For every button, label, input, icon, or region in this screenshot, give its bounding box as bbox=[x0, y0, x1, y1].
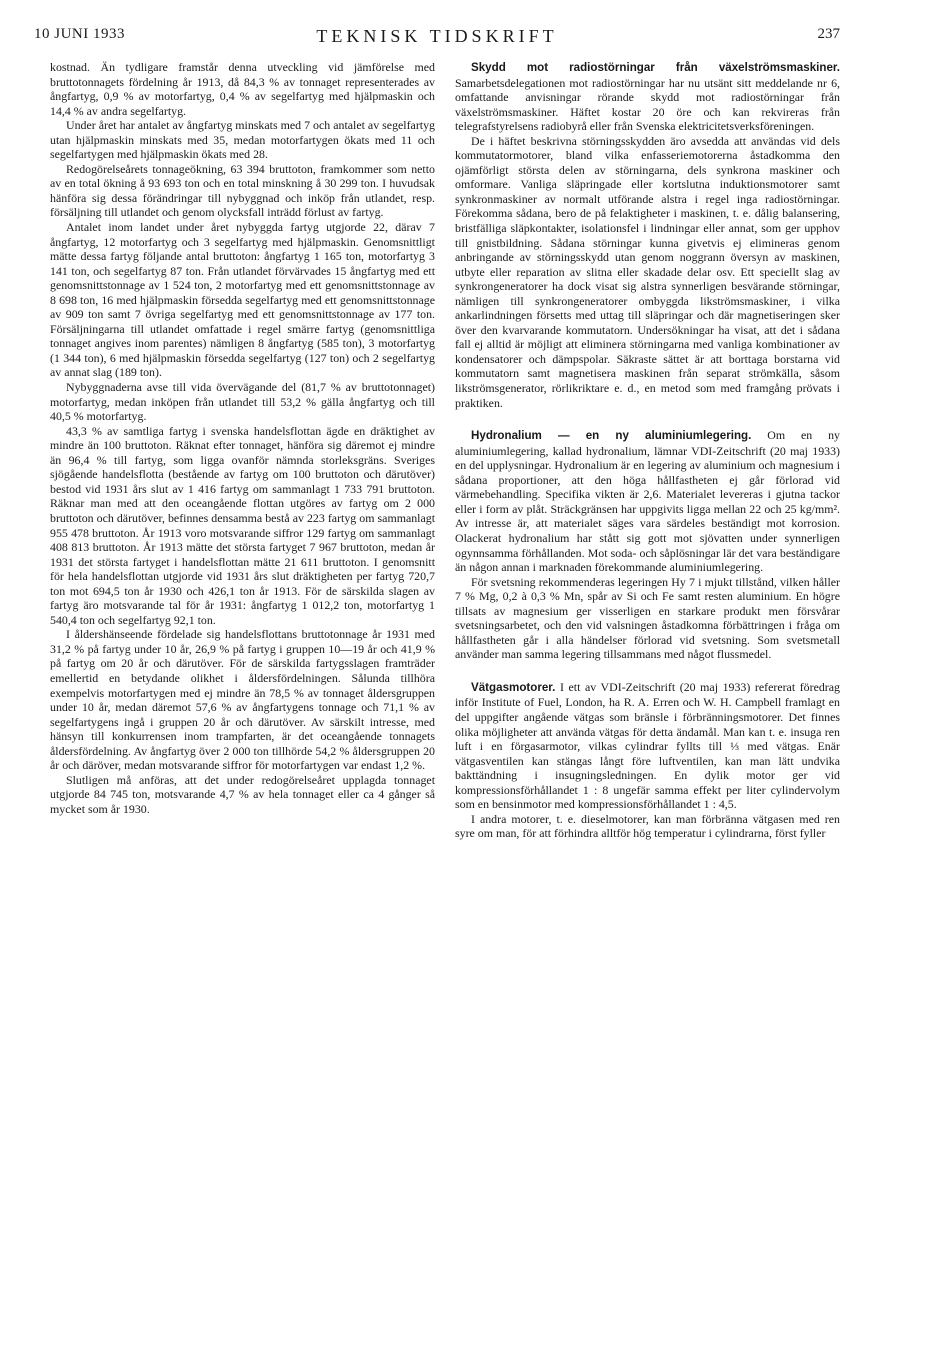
issue-date: 10 JUNI 1933 bbox=[34, 26, 125, 42]
paragraph: Slutligen må anföras, att det under redogörelseåret upplagda tonnaget utgjorde 84 745 ton, motsvarande 4,7 % av hela tonnaget eller ca 4 gånger så mycket som år 1930. bbox=[50, 772, 435, 816]
paragraph: För svetsning rekommenderas legeringen Hy 7 i mjukt tillstånd, vilken håller 7 % Mg, 0,2 à 0,3 % Mn, spår av Si och Fe samt resten aluminium. En högre tillsats av magnesium ger visserligen en starkare produkt men försvårar svetsningsarbetet, och den vid valsningen åstadkomna förbättringen i fråga om hållfastheten går i alla händelser förlorad vid svetsning. Som svetsmetall använder man samma legering tillsammans med något flussmedel. bbox=[455, 574, 840, 662]
paragraph: 43,3 % av samtliga fartyg i svenska handelsflottan ägde en dräktighet av mindre än 100 bruttoton. Räknat efter tonnaget, hänföra sig däremot ej mindre än 96,4 % till fartyg, som ligga ovanför nämnda storleksgräns. Sveriges sjögående handelsflotta (bestående av fartyg om 100 bruttoton och därutöver) bestod vid 1931 års slut av 1 416 fartyg om sammanlagt 1 733 791 bruttoton. Räknar man med att den oceangående flottan utgöres av fartyg om 2 000 bruttoton och därutöver, befinnes densamma bestå av 223 fartyg om sammanlagt 955 478 bruttoton. År 1913 voro motsvarande siffror 129 fartyg om sammanlagt 408 813 bruttoton. År 1913 mätte det största fartyget 7 967 bruttoton, medan år 1931 det största fartyget i handelsflottan mätte 21 611 bruttoton. I genomsnitt för hela handelsflottan utgjorde vid 1931 års slut dräktigheten per fartyg 720,7 ton mot 694,5 ton år 1930 och 426,1 ton år 1913. För de särskilda slagen av fartyg äro motsvarande tal för år 1931: ångfartyg 1 012,2 ton, motorfartyg 1 540,4 ton och segelfartyg 92,1 ton. bbox=[50, 423, 435, 627]
section-hydronalium bbox=[455, 428, 840, 574]
section-radio-interference bbox=[455, 60, 840, 134]
paragraph: I andra motorer, t. e. dieselmotorer, kan man förbränna vätgasen med ren syre om man, för att förhindra alltför hög temperatur i cylindrarna, först fyller bbox=[455, 811, 840, 841]
paragraph: I åldershänseende fördelade sig handelsflottans bruttotonnage år 1931 med 31,2 % på fartyg under 10 år, 26,9 % på fartyg i gruppen 10—19 år och 41,9 % på fartyg om 20 år och därutöver. För de särskilda fartygsslagen framträder emellertid en betydande olikhet i åldersfördelningen. Sålunda tillhöra exempelvis motorfartygen med ej mindre än 78,5 % av tonnaget åldersgruppen under 10 år, medan däremot 57,6 % av ångfartygens tonnage och 71,1 % av segelfartygens ingå i gruppen 20 år och därutöver. Av särskilt intresse, med hänsyn till konkurrensen inom trampfarten, är det oceangående tonnagets åldersfördelning. Av ångfartyg över 2 000 ton tillhörde 54,2 % åldersgruppen 20 år och däröver, medan motsvarande siffror för motorfartygen var endast 1,2 %. bbox=[50, 627, 435, 773]
section-heading: Hydronalium — en ny aluminiumlegering. bbox=[471, 429, 752, 443]
page-number: 237 bbox=[817, 26, 840, 42]
section-hydrogen-engines bbox=[455, 680, 840, 812]
left-column bbox=[50, 60, 435, 816]
paragraph: Antalet inom landet under året nybyggda fartyg utgjorde 22, därav 7 ångfartyg, 12 motorfartyg och 3 segelfartyg med hjälpmaskin. Genomsnittligt mätte dessa fartyg följande antal bruttoton: ångfartyg 1 165 ton, motorfartyg 3 141 ton, och segelfartyg 87 ton. Från utlandet förvärvades 15 ångfartyg med ett genomsnittstonnage av 1 524 ton, 2 motorfartyg med ett genomsnittstonnage av 8 698 ton, 16 med hjälpmaskin försedda segelfartyg med ett genomsnittstonnage av 909 ton samt 7 övriga segelfartyg med ett genomsnittstonnage av 177 ton. Försäljningarna till utlandet omfattade i regel smärre fartyg (genomsnittliga tonnaget angives inom parentes) nämligen 8 ångfartyg (585 ton), 3 motorfartyg (1 344 ton), 6 med hjälpmaskin försedda segelfartyg (127 ton) och 2 segelfartyg av annat slag (189 ton). bbox=[50, 220, 435, 380]
section-lead: Om en ny aluminiumlegering, kallad hydronalium, lämnar VDI-Zeitschrift (20 maj 1933) en del upplysningar. Hydronalium är en legering av aluminium och magnesium i sådana proportioner, att den höga hållfastheten ej går förlorad vid värmebehandling. Specifika vikten är 2,6. Materialet levereras i gjutna tackor eller i form av plåt. Sträckgränsen har uppgivits ligga mellan 22 och 25 kg/mm². Av intresse är, att materialet säges vara särdeles beständigt mot korrosion. Olackerat hydronalium har stått sig gott mot sjövatten under synnerligen ogynnsamma förhållanden. Mot soda- och såplösningar lär det vara beständigare än någon annan i marknaden förekommande aluminiumlegering. bbox=[455, 428, 840, 575]
right-column bbox=[455, 60, 840, 841]
paragraph: De i häftet beskrivna störningsskydden äro avsedda att användas vid dels kommutatormotorer, bland vilka enfasseriemotorerna åstadkomma den ojämförligt största delen av störningarna, dels synkrona maskiner och omformare. Vanliga släpringade eller kortslutna induktionsmotorer samt synkronmaskiner av normalt utförande alstra i regel inga radiostörningar. Förekomma sådana, bero de på felaktigheter i maskinen, t. e. dålig balansering, bristfälliga släpkontakter, isolationsfel i lindningar eller annat, som ger upphov till gnistbildning. Sådana störningar kunna givetvis ej elimineras genom anbringande av störningsskydd utan genom noggrann översyn av maskinen, utbyte eller reparation av slitna eller skadade delar osv. Ett speciellt slag av synkrongeneratorer ha dock visat sig alstra synnerligen besvärande störningar, nämligen till synkrongeneratorer ombyggda likströmsmaskiner, i vilka ankarlindningen försetts med uttag till släpringar och där magnetiseringen sker över den kvarvarande kommutatorn. Undersökningar ha visat, att det i sådana fall ej alltid är möjligt att eliminera störningarna med vanliga kombinationer av kondensatorer och dämpspolar. Säkraste sättet är att borttaga borstarna vid kommutatorn samt magnetisera maskinen från separat strömkälla, såsom likströmsgenerator, rörlikriktare e. d., en metod som med framgång prövats i praktiken. bbox=[455, 133, 840, 410]
section-lead: I ett av VDI-Zeitschrift (20 maj 1933) refererat föredrag inför Institute of Fuel, London, ha R. A. Erren och W. H. Campbell framlagt en del uppgifter angående vätgas som bränsle i förbränningsmotorer. Det finnes olika möjligheter att använda vätgas för detta ändamål. Man kan t. e. insuga ren luft i en förgasarmotor, vilkas cylindrar fyllts till ⅓ med vätgas. Enär vätgasventilen kan stängas långt före luftventilen, kan man lätt undvika bakttändning i insugningsledningen. En dylik motor ger vid kompressionsförhållandet 1 : 8 ungefär samma effekt per liter cylindervolym som en bensinmotor med kompressionsförhållandet 1 : 4,5. bbox=[455, 679, 840, 812]
paragraph: Redogörelseårets tonnageökning, 63 394 bruttoton, framkommer som netto av en total ökning å 93 693 ton och en total minskning å 30 299 ton. I huvudsak hänföra sig dessa förändringar till nybyggnad och inköp från utlandet, resp. försäljning till utlandet och genom olycksfall inträdd förlust av fartyg. bbox=[50, 161, 435, 220]
paragraph: Under året har antalet av ångfartyg minskats med 7 och antalet av segelfartyg utan hjälpmaskin minskats med 35, medan motorfartygen ökats med 11 och segelfartygen med hjälpmaskin ökats med 28. bbox=[50, 118, 435, 162]
paragraph: kostnad. Än tydligare framstår denna utveckling vid jämförelse med bruttotonnagets fördelning år 1913, då 84,3 % av tonnaget representerades av ångfartyg, 0,9 % av motorfartyg, 0,4 % av segelfartyg med hjälpmaskin och 14,4 % av andra segelfartyg. bbox=[50, 60, 435, 118]
section-heading: Vätgasmotorer. bbox=[471, 680, 556, 694]
journal-title: TEKNISK TIDSKRIFT bbox=[316, 26, 558, 46]
section-lead: Samarbetsdelegationen mot radiostörningar har nu utsänt sitt meddelande nr 6, omfattande anvisningar rörande skydd mot radiostörningar från växelströmsmaskiner. Häftet kostar 20 öre och kan rekvireras från telegrafstyrelsens radiobyrå eller från Svenska elektricitetsverksföreningen. bbox=[455, 75, 840, 134]
paragraph: Nybyggnaderna avse till vida övervägande del (81,7 % av bruttotonnaget) motorfartyg, medan inköpen från utlandet till 53,2 % gälla ångfartyg och till 40,5 % motorfartyg. bbox=[50, 380, 435, 424]
page-header bbox=[34, 26, 840, 50]
section-heading: Skydd mot radiostörningar från växelströmsmaskiner. bbox=[471, 61, 840, 74]
